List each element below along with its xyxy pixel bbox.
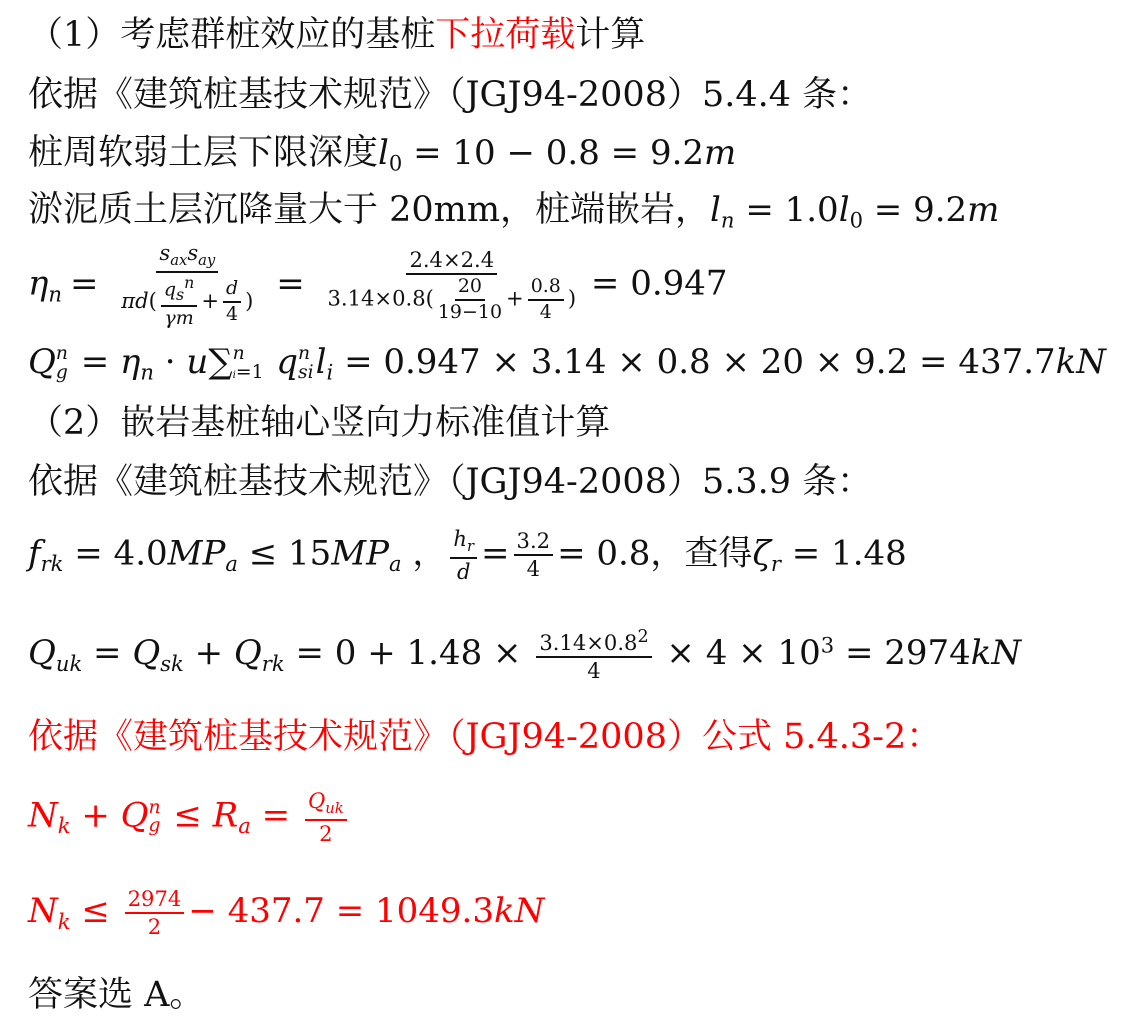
basis-line-2: 依据《建筑桩基技术规范》（JGJ94-2008）5.3.9 条： — [28, 462, 873, 502]
section2-title: （2）嵌岩基桩轴心竖向力标准值计算 — [28, 403, 611, 443]
nk-result: $N_k$ ≤ $\frac{2974}{2}$ − 437.7 = 1049.3kN — [28, 886, 545, 940]
eta-formula: $\eta_n$ = $s_{ax}s_{ay}$ πd( $\frac{q_s^n}{\gamma m}$ + $\frac{d}{4}$ ) = 2.4×2.4 3.14×0.8( $\frac{20}{19-10}$ + $\frac{0.8}{4}$ ) = 0.947 — [28, 240, 728, 330]
basis-line-3: 依据《建筑桩基技术规范》（JGJ94-2008）公式 5.4.3-2： — [28, 717, 942, 757]
section1-title-prefix: （1）考虑群桩效应的基桩 — [28, 15, 436, 55]
frk-formula: $f_{rk} = 4.0MP_a \le 15MP_a$ ， $\frac{h_r}{d}$ = $\frac{3.2}{4}$ = 0.8，查得$\zeta_r = 1.48$ — [28, 526, 907, 584]
answer-line: 答案选 A。 — [28, 975, 205, 1015]
section1-title — [28, 15, 646, 55]
ln-label: 淤泥质土层沉降量大于 20mm，桩端嵌岩， — [28, 190, 711, 230]
quk-formula: $Q_{uk} = Q_{sk} + Q_{rk} = 0 + 1.48$ × $\frac{3.14\times 0.8^2}{4}$ × $4 \times 10^3 = 2974kN$ — [28, 627, 1022, 684]
section1-title-highlight: 下拉荷载 — [435, 15, 576, 55]
ln-line — [28, 190, 1000, 233]
ln-formula: $l_n = 1.0l_0 = 9.2m$ — [710, 190, 1000, 233]
section1-title-suffix: 计算 — [575, 15, 646, 55]
eta-symbolic-fraction: $s_{ax}s_{ay}$ πd( $\frac{q_s^n}{\gamma m}$ + $\frac{d}{4}$ ) — [121, 240, 254, 330]
l0-line — [28, 133, 737, 176]
nk-inequality: $N_k + Q$ n g ≤ $R_a$ = $\frac{Q_{uk}}{2}$ — [28, 790, 351, 845]
l0-label: 桩周软弱土层下限深度 — [28, 133, 379, 173]
l0-formula: $l_0 = 10 - 0.8 = 9.2m$ — [378, 133, 737, 176]
qg-formula: Q n g = $\eta_n \cdot u\sum$ n i=1 q n si $l_i = 0.947 \times 3.14 \times 0.8 \times 20 \times 9.2 = 437.7kN$ — [28, 342, 1107, 385]
eta-numeric-fraction: 2.4×2.4 3.14×0.8( $\frac{20}{19-10}$ + $\frac{0.8}{4}$ ) — [327, 246, 577, 323]
basis-line-1: 依据《建筑桩基技术规范》（JGJ94-2008）5.4.4 条： — [28, 75, 873, 115]
